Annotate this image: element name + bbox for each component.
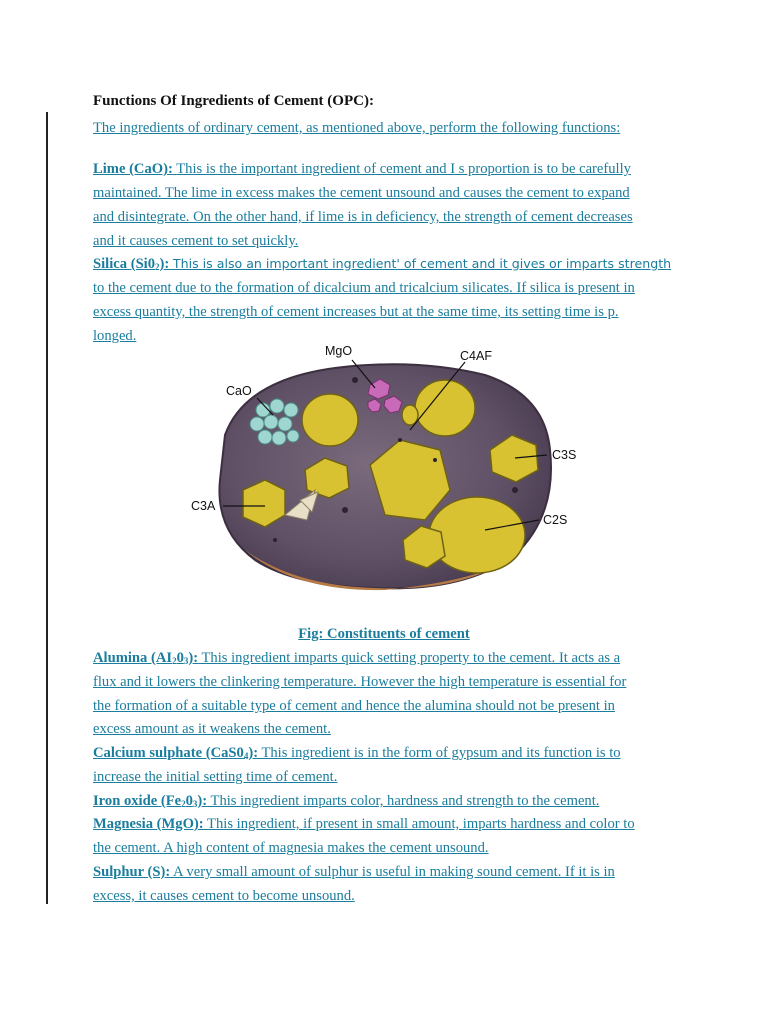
sulphur-line-2: excess, it causes cement to become unsound. [93, 888, 355, 904]
alumina-line-4: excess amount as it weakens the cement. [93, 721, 331, 737]
silica-line-2: to the cement due to the formation of dicalcium and tricalcium silicates. If silica is present in [93, 280, 635, 296]
lime-line-1: Lime (CaO): This is the important ingredient of cement and I s proportion is to be carefully [93, 161, 631, 177]
silica-line-1: Silica $(Si0_2)$: This is also an important ingredient' of cement and it gives or imparts strength [93, 256, 672, 272]
silica-line-3: excess quantity, the strength of cement increases but at the same time, its setting time is p. [93, 304, 619, 320]
figure-caption: Fig: Constituents of cement [298, 626, 470, 642]
sulphur-line-1: Sulphur (S): A very small amount of sulphur is useful in making sound cement. If it is in [93, 864, 615, 880]
alumina-line-2: flux and it lowers the clinkering temperature. However the high temperature is essential for [93, 674, 627, 690]
silica-line-4: longed. [93, 328, 137, 344]
sulphur-label: Sulphur (S): [93, 864, 171, 880]
iron-oxide-label: Iron oxide $(Fe_20_3)$: [93, 793, 208, 809]
magnesia-line-1: Magnesia (MgO): This ingredient, if present in small amount, imparts hardness and color to [93, 816, 635, 832]
alumina-line-3: the formation of a suitable type of cement and hence the alumina should not be present in [93, 698, 615, 714]
label-c3a: C3A [191, 499, 216, 513]
calcium-sulphate-line-1: Calcium sulphate $(CaS0_4)$: This ingredient is in the form of gypsum and its function is to [93, 745, 621, 761]
cement-constituents-figure [185, 340, 605, 605]
label-mgo: MgO [325, 344, 353, 358]
label-c4af: C4AF [460, 349, 492, 363]
silica-label: Silica $(Si0_2)$: [93, 256, 170, 272]
label-c3s: C3S [552, 448, 577, 462]
lime-label: Lime (CaO): [93, 161, 173, 177]
alumina-label: Alumina $(AI_20_3)$: [93, 650, 199, 666]
clinker-illustration [185, 340, 605, 605]
calcium-sulphate-line-2: increase the initial setting time of cement. [93, 769, 338, 785]
alumina-line-1: Alumina $(AI_20_3)$: This ingredient imparts quick setting property to the cement. It acts as a [93, 650, 621, 666]
margin-rule [46, 112, 48, 904]
lime-line-3: and disintegrate. On the other hand, if lime is in deficiency, the strength of cement decreases [93, 209, 633, 225]
magnesia-line-2: the cement. A high content of magnesia makes the cement unsound. [93, 840, 489, 856]
label-cao: CaO [226, 384, 252, 398]
lime-line-4: and it causes cement to set quickly. [93, 233, 299, 249]
magnesia-label: Magnesia (MgO): [93, 816, 204, 832]
calcium-sulphate-label: Calcium sulphate $(CaS0_4)$: [93, 745, 259, 761]
lime-line-2: maintained. The lime in excess makes the cement unsound and causes the cement to expand [93, 185, 630, 201]
label-c2s: C2S [543, 513, 568, 527]
iron-oxide-line-1: Iron oxide $(Fe_20_3)$: This ingredient imparts color, hardness and strength to the cement. [93, 793, 600, 809]
intro-text: The ingredients of ordinary cement, as mentioned above, perform the following functions: [93, 120, 621, 136]
document-title: Functions Of Ingredients of Cement (OPC): [93, 93, 374, 109]
